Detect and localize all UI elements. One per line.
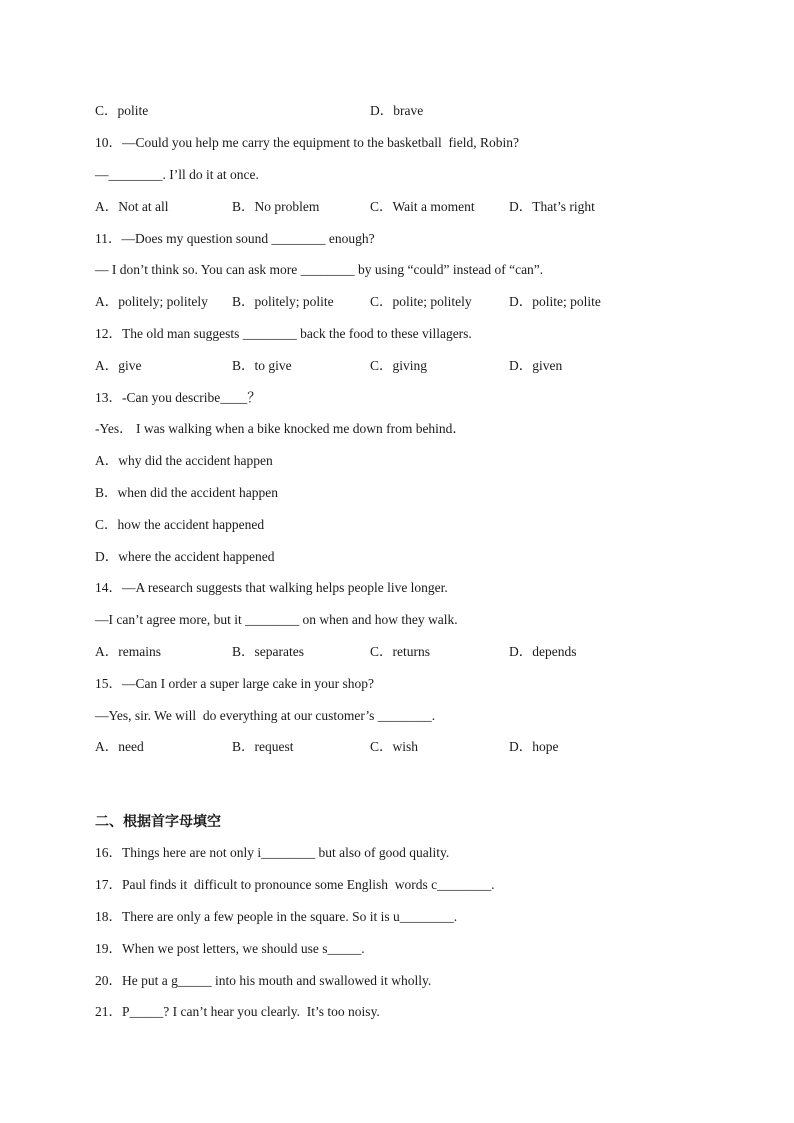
q9-option-c: C．polite bbox=[95, 103, 149, 118]
q11-option-b: B．politely; polite bbox=[232, 294, 334, 309]
q15-option-b: B．request bbox=[232, 739, 294, 754]
q18-item: 18．There are only a few people in the square. So it is u________. bbox=[95, 909, 458, 924]
q20-item: 20．He put a g_____ into his mouth and swallowed it wholly. bbox=[95, 973, 432, 988]
q13-option-a: A．why did the accident happen bbox=[95, 453, 273, 468]
q14-stem: 14．—A research suggests that walking helps people live longer. bbox=[95, 580, 448, 595]
q12-option-c: C．giving bbox=[370, 358, 428, 373]
q10-response: —________. I’ll do it at once. bbox=[95, 167, 259, 182]
q15-option-d: D．hope bbox=[509, 739, 559, 754]
q16-item: 16．Things here are not only i________ but also of good quality. bbox=[95, 845, 450, 860]
q11-option-c: C．polite; politely bbox=[370, 294, 472, 309]
q12-stem: 12．The old man suggests ________ back the food to these villagers. bbox=[95, 326, 472, 341]
q14-option-b: B．separates bbox=[232, 644, 304, 659]
q15-option-a: A．need bbox=[95, 739, 144, 754]
section-2-title: 二、根据首字母填空 bbox=[95, 814, 221, 830]
q15-stem: 15．—Can I order a super large cake in your shop? bbox=[95, 676, 375, 691]
q15-option-c: C．wish bbox=[370, 739, 419, 754]
q10-option-b: B．No problem bbox=[232, 199, 320, 214]
q14-option-a: A．remains bbox=[95, 644, 161, 659]
q10-option-c: C．Wait a moment bbox=[370, 199, 475, 214]
q14-option-d: D．depends bbox=[509, 644, 577, 659]
q14-option-c: C．returns bbox=[370, 644, 430, 659]
q11-stem: 11．—Does my question sound ________ enough? bbox=[95, 231, 375, 246]
q10-stem: 10．—Could you help me carry the equipment to the basketball field, Robin? bbox=[95, 135, 520, 150]
q10-option-d: D．That’s right bbox=[509, 199, 595, 214]
q12-option-a: A．give bbox=[95, 358, 142, 373]
q14-response: —I can’t agree more, but it ________ on when and how they walk. bbox=[95, 612, 458, 627]
q12-option-b: B．to give bbox=[232, 358, 292, 373]
q17-item: 17．Paul finds it difficult to pronounce some English words c________. bbox=[95, 877, 495, 892]
q13-option-d: D．where the accident happened bbox=[95, 549, 275, 564]
q11-option-d: D．polite; polite bbox=[509, 294, 601, 309]
q9-option-d: D．brave bbox=[370, 103, 424, 118]
q15-response: —Yes, sir. We will do everything at our customer’s ________. bbox=[95, 708, 436, 723]
q13-option-c: C．how the accident happened bbox=[95, 517, 265, 532]
q21-item: 21．P_____? I can’t hear you clearly. It’s too noisy. bbox=[95, 1004, 380, 1019]
q12-option-d: D．given bbox=[509, 358, 563, 373]
q13-response: -Yes． I was walking when a bike knocked me down from behind． bbox=[95, 421, 466, 436]
q10-option-a: A．Not at all bbox=[95, 199, 169, 214]
q11-option-a: A．politely; politely bbox=[95, 294, 208, 309]
q13-option-b: B．when did the accident happen bbox=[95, 485, 278, 500]
q19-item: 19．When we post letters, we should use s_____. bbox=[95, 941, 365, 956]
q11-response: — I don’t think so. You can ask more ________ by using “could” instead of “can”. bbox=[95, 262, 544, 277]
q13-stem: 13．-Can you describe____？ bbox=[95, 390, 261, 405]
